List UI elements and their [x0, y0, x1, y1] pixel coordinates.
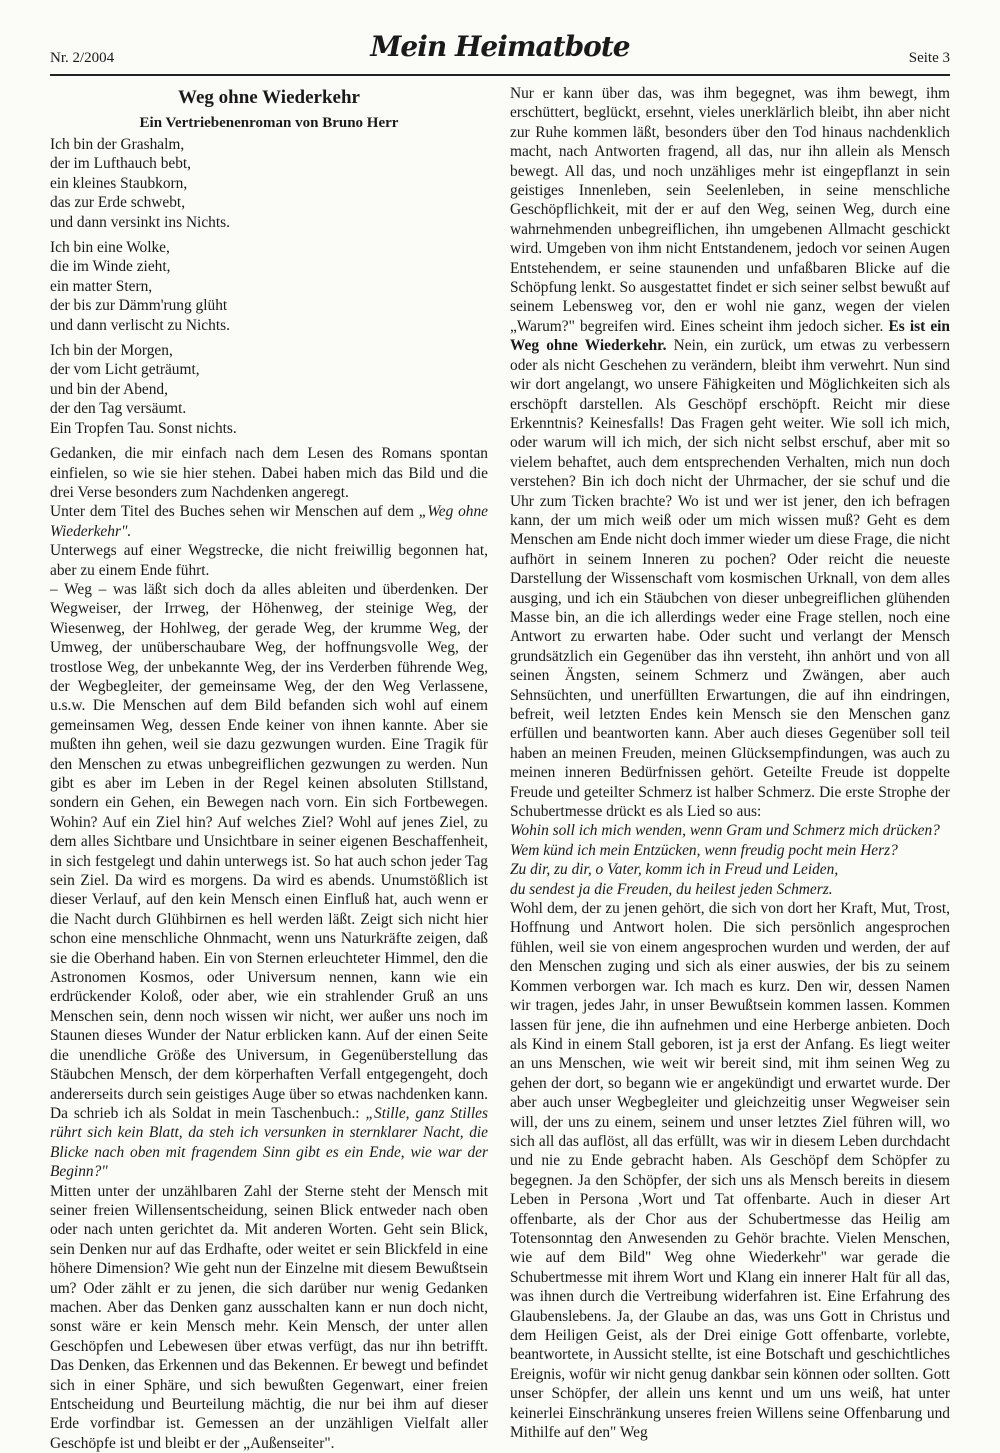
poem-line: der bis zur Dämm'rung glüht — [50, 297, 228, 315]
poem-stanza-1 — [50, 135, 488, 232]
poem-line: ein kleines Staubkorn, — [50, 174, 188, 192]
body-paragraph — [50, 580, 488, 1182]
body-paragraph: Unterwegs auf einer Wegstrecke, die nicht freiwillig begonnen hat, aber zu einem Ende führt. — [50, 542, 488, 579]
masthead-logo: Mein Heimatbote — [370, 30, 630, 63]
diary-quote: „Stille, ganz Stilles rührt sich kein Blatt, da steh ich versunken in sternklarer Nacht, die Blicke nach oben mit fragendem Sinn gibt es ein Ende, wie war der Beginn?" — [50, 1104, 488, 1181]
poem-line: das zur Erde schwebt, — [50, 194, 186, 212]
body-text: Nein, ein zurück, um etwas zu verbessern oder als nicht Geschehen zu verändern, bleibt ihm verwehrt. Nun sind wir dort angelangt, wo unsere Fähigkeiten und Möglichkeiten sich als erschöpft darstellen. Als Geschöpf erschöpft. Reicht mir diese Erkenntnis? Keinesfalls! Das Fragen geht weiter. Wie soll ich mich, oder warum will ich mich, der sich nicht selbst erschuf, aber mit so vielem behaftet, auch dem entsprechenden Verhalten, mich nun doch verstehen? Bin ich doch nicht der Uhrmacher, der sie schuf und die Uhr zum Ticken brachte? Wo ist und wer ist jener, den ich befragen kann, der um mich weiß oder um mich wissen muß? Geht es dem Menschen am Ende nicht doch immer wieder um diese Frage, die nicht aufhört in seinem Inneren zu pochen? Oder reicht die neueste Darstellung der Wissenschaft vom kosmischen Urknall, von dem alles ausging, und ich ein Stäubchen von dieser unbegreiflichen glühenden Masse bin, an die ich allerdings weder eine Frage stellen, noch eine Antwort zu erwarten habe. Oder sucht und verlangt der Mensch grundsätzlich ein Gegenüber das ihn versteht, ihn anhört und von all seinen Ängsten, seinem Schmerz und Zwängen, aber auch Sehnsüchten, und unerfüllten Erwartungen, die auf ihn eindringen, befreit, weil letzten Endes kein Mensch sie den Menschen ganz erfüllen und beantworten kann. Aber auch dieses Gegenüber soll teil haben an meinen Freuden, meinen Glücksempfindungen, was auch zu meinen inneren Bedürfnissen gehört. Geteilte Freude ist doppelte Freude und geteilter Schmerz ist halber Schmerz. Die erste Strophe der Schubertmesse drückt es als Lied so aus: — [510, 337, 951, 821]
hymn-verse — [510, 821, 950, 899]
poem-line: der vom Licht geträumt, — [50, 361, 200, 379]
hymn-line: Wem künd ich mein Entzücken, wenn freudig pocht mein Herz? — [510, 841, 898, 859]
body-text: Nur er kann über das, was ihm begegnet, was ihm bewegt, ihm erschüttert, beglückt, ersehnt, vieles unerklärlich bleibt, ihn aber nicht zur Ruhe kommen läßt, besonders über den Tod hinaus nachdenklich macht, nach Antworten fragend, all das, nur ihn allein als Mensch bewegt. All das, und noch unzähliges mehr ist eingepflanzt in sein geistiges Innenleben, sein Seelenleben, in seine menschliche Geschöpflichkeit, mit der er auf den Weg, seinen Weg, durch eine wahrnehmenden unbegreiflichen, ihn umgebenen Allmacht geschickt wird. Umgeben von ihm nicht Entstandenem, jedoch vor seinen Augen Entstehendem, er seine staunenden und unfaßbaren Blicke auf die Schöpfung lenkt. So ausgestattet findet er sich seiner selbst bewußt auf seinem Lebensweg vor, den er wohl nie ganz, wegen der vielen „Warum?" begreifen wird. Eines scheint ihm jedoch sicher. — [510, 85, 950, 335]
poem-stanza-2 — [50, 238, 488, 335]
poem-line: der im Lufthauch bebt, — [50, 155, 192, 173]
poem-stanza-3 — [50, 341, 488, 438]
poem-line: Ein Tropfen Tau. Sonst nichts. — [50, 419, 237, 437]
poem-line: die im Winde zieht, — [50, 258, 171, 276]
issue-number: Nr. 2/2004 — [50, 50, 115, 66]
hymn-line: Wohin soll ich mich wenden, wenn Gram und Schmerz mich drücken? — [510, 822, 940, 840]
page-number: Seite 3 — [908, 50, 950, 66]
page-header — [50, 30, 950, 70]
poem-line: und dann versinkt ins Nichts. — [50, 213, 230, 231]
poem-line: Ich bin der Morgen, — [50, 342, 173, 360]
body-paragraph — [510, 84, 950, 821]
body-paragraph: Gedanken, die mir einfach nach dem Lesen des Romans spontan einfielen, so wie sie hier stehen. Dabei haben mich das Bild und die drei Verse besonders zum Nachdenken angeregt. — [50, 445, 488, 501]
hymn-line: du sendest ja die Freuden, du heilest jeden Schmerz. — [510, 880, 833, 898]
body-paragraph: Wohl dem, der zu jenen gehört, die sich von dort her Kraft, Mut, Trost, Hoffnung und Antwort holen. Die sich persönlich angesprochen fühlen, weil sie von einem angesprochen wurden und werden, der auf den Menschen zuging und sich als einer auswies, der bis zu seinem Kommen verborgen war. Ich mach es kurz. Den wir, dessen Namen wir tragen, jedes Jahr, in unser Bewußtsein kommen lassen. Kommen lassen für jene, die ihn aufnehmen und eine Herberge anbieten. Doch als Kind in einem Stall geboren, ist ja erst der Anfang. Es liegt weiter an uns Menschen, wie weit wir bereit sind, mit ihm seinen Weg zu gehen der dort, so begann wie er angekündigt und erwartet wurde. Der aber auch unser Wegbegleiter und gleichzeitig unser Wegweiser sein will, der uns zu einem, seinem und unser letztes Ziel führen will, wo sich all das auflöst, all das erfüllt, was wir in diesem Leben durchdacht und nie zu Ende gebracht haben. Als Geschöpf dem Schöpfer zu begegnen. Ja den Schöpfer, der sich uns als Mensch bereits in diesem Leben in Persona ,Wort und Tat offenbarte. Auch in dieser Art offenbarte, als der Chor aus der Schubertmesse das Heilig am Totensonntag den Anwesenden zu Gehör brachte. Vielen Menschen, wie auf dem Bild" Weg ohne Wiederkehr" war gerade die Schubertmesse mit ihrem Wort und Klang ein innerer Halt für all das, was ihnen durch die Vertreibung widerfahren ist. Eine Erfahrung des Glaubenslebens. Ja, der Glaube an das, was uns Gott in Christus und dem Heiligen Geist, als der Drei einige Gott offenbarte, vorlebte, beantwortete, in Aussicht stellte, ist eine Botschaft und geschichtliches Ereignis, wofür wir nicht genug dankbar sein können oder sollten. Gott unser Schöpfer, der allein uns kennt und um uns weiß, hat unter keinerlei Einschränkung unseres freien Willens seine Offenbarung und Mithilfe auf den" Weg — [510, 900, 950, 1442]
article-title: Weg ohne Wiederkehr — [178, 87, 360, 108]
body-paragraph — [50, 502, 488, 541]
poem-line: ein matter Stern, — [50, 277, 153, 295]
article-subtitle: Ein Vertriebenenroman von Bruno Herr — [139, 115, 399, 131]
poem-line: und bin der Abend, — [50, 380, 168, 398]
book-title-quote: „Weg ohne Wiederkehr". — [50, 503, 488, 540]
body-text: Unter dem Titel des Buches sehen wir Menschen auf dem — [50, 503, 419, 521]
poem-line: Ich bin der Grashalm, — [50, 136, 185, 153]
body-paragraph: Mitten unter der unzählbaren Zahl der Sterne steht der Mensch mit seiner freien Willensentscheidung, seinen Blick entweder nach oben oder nach unten gerichtet da. Mit anderen Worten. Geht sein Blick, sein Denken nur auf das Erdhafte, oder weitet er sein Blickfeld in eine höhere Dimension? Wie geht nun der Einzelne mit diesem Bewußtsein um? Oder zählt er zu jenen, die sich darüber nur wenig Gedanken machen. Aber das Denken ganz ausschalten kann er nun doch nicht, sonst wäre er kein Mensch mehr. Kein Mensch, der unter allen Geschöpfen und Lebewesen über etwas verfügt, das nur ihn betrifft. Das Denken, das Erkennen und das Bekennen. Er bewegt und befindet sich in einer Sphäre, und sich bewußten Gegenwart, einer freien Entscheidung und Beurteilung mächtig, die nur bei ihm auf dieser Erde vorfindbar ist. Gemessen an der unzähligen Vielfalt aller Geschöpfe ist und bleibt er der „Außenseiter". — [50, 1182, 488, 1452]
emphasis-statement: Es ist ein Weg ohne Wiederkehr. — [510, 317, 950, 355]
hymn-line: Zu dir, zu dir, o Vater, komm ich in Freud und Leiden, — [510, 861, 839, 879]
left-column — [50, 84, 488, 1453]
body-text: – Weg – was läßt sich doch da alles ableiten und überdenken. Der Wegweiser, der Irrweg, der Höhenweg, der steinige Weg, der Wiesenweg, der Hohlweg, der gerade Weg, der krumme Weg, der Umweg, der unüberschaubare Weg, der hoffnungsvolle Weg, der trostlose Weg, der unbekannte Weg, der ins Verderben führende Weg, der Wegbegleiter, der gemeinsame Weg, der den Weg Verlassene, u.s.w. Die Menschen auf dem Bild befanden sich wohl auf einem gemeinsamen Weg, dessen Ende keiner von ihnen kannte. Aber sie mußten ihn gehen, weil sie dazu gezwungen wurden. Eine Tragik für den Menschen zu etwas unbegreiflichen gezwungen zu werden. Nun gibt es aber im Leben in der Regel keinen absoluten Stillstand, sondern ein Gehen, ein Bewegen nach vorn. Ein sich Fortbewegen. Wohin? Auf ein Ziel hin? Auf welches Ziel? Wohl auf jenes Ziel, zu dem alles Sichtbare und Unsichtbare in seiner eigenen Beschaffenheit, in sich festgelegt und dahin unterwegs ist. So hat auch schon jeder Tag sein Ziel. Da wird es morgens. Da wird es abends. Unumstößlich ist dieser Verlauf, auf den kein Mensch einen Einfluß hat, auch wenn er die Nacht durch Glühbirnen es hell werden läßt. Zeigt sich nicht hier schon eine menschliche Ohnmacht, wenn uns Naturkräfte zeigen, daß sie die Oberhand haben. Ein von Sternen erleuchteter Himmel, den die Astronomen Kosmos, oder Universum nennen, kann wie ein erdrückender Koloß, oder aber, wie ein strahlender Gruß an uns Menschen sein, denn noch wissen wir nicht, wer außer uns noch im Staunen dieses Wunder der Natur erblicken kann. Auf der einen Seite die unendliche Größe des Universum, in Gegenüberstellung das Stäubchen Mensch, der dem körperhaften Verfall entgegengeht, doch andererseits durch sein geistiges Auge über so etwas nachdenken kann. Da schrieb ich als Soldat in mein Taschenbuch.: — [50, 580, 488, 1122]
header-rule — [50, 74, 950, 76]
poem-line: Ich bin eine Wolke, — [50, 239, 170, 257]
poem-line: der den Tag versäumt. — [50, 400, 187, 418]
poem-line: und dann verlischt zu Nichts. — [50, 316, 230, 334]
right-column — [510, 84, 950, 1442]
